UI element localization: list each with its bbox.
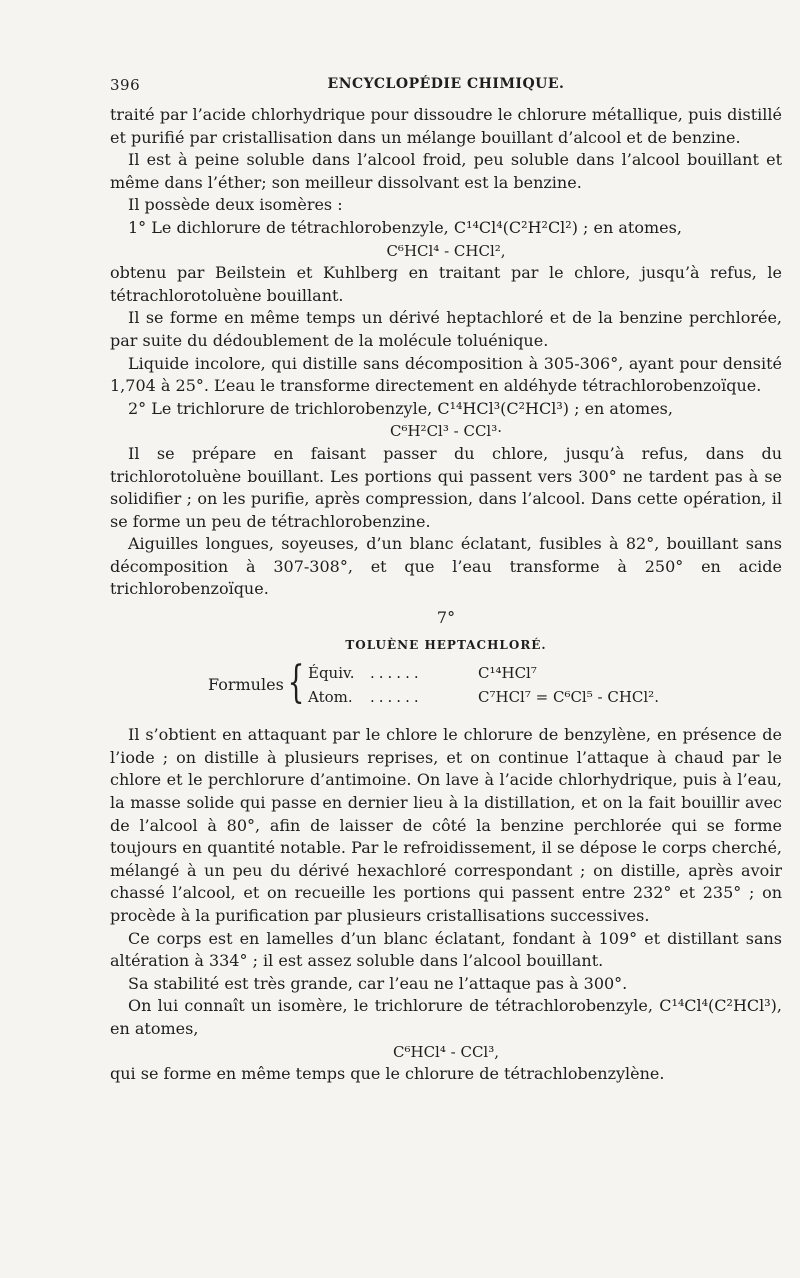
formula-row-value: C⁷HCl⁷ = C⁶Cl⁵ - CHCl². <box>478 688 659 707</box>
paragraph: Il possède deux isomères : <box>128 195 343 215</box>
formula-row-dots: ...... <box>370 688 423 707</box>
formula-line: C⁶H²Cl³ - CCl³· <box>389 422 502 441</box>
section-number: 7° <box>436 608 456 628</box>
paragraph: Aiguilles longues, soyeuses, d’un blanc éclatant, fusibles à 82°, bouillant sans décomposition à 307-308°, et que l’eau transforme à 250° en acide trichlorobenzoïque. <box>110 534 782 599</box>
paragraph: Liquide incolore, qui distille sans décomposition à 305-306°, ayant pour densité 1,704 à 25°. L’eau le transforme directement en aldéhyde tétrachlorobenzoïque. <box>110 353 782 396</box>
paragraph: Il est à peine soluble dans l’alcool froid, peu soluble dans l’alcool bouillant et même dans l’éther; son meilleur dissolvant est la benzine. <box>110 150 782 192</box>
paragraph: qui se forme en même temps que le chlorure de tétrachlobenzylène. <box>110 1064 665 1084</box>
paragraph: obtenu par Beilstein et Kuhlberg en traitant par le chlore, jusqu’à refus, le tétrachlorotoluène bouillant. <box>110 263 782 305</box>
running-title: ENCYCLOPÉDIE CHIMIQUE. <box>327 76 565 92</box>
formula-line: C⁶HCl⁴ - CCl³, <box>393 1042 499 1061</box>
formula-row-name: Atom. <box>308 688 353 707</box>
paragraph: On lui connaît un isomère, le trichlorure de tétrachlorobenzyle, C¹⁴Cl⁴(C²HCl³), en atomes, <box>110 996 782 1038</box>
formula-row-value: C¹⁴HCl⁷ <box>478 664 537 683</box>
paragraph: Il s’obtient en attaquant par le chlore le chlorure de benzylène, en présence de l’iode ; on distille à plusieurs reprises, et on continue l’attaque à chaud par le chlore et le perchlorure d’antimoine. On lave à l’acide chlorhydrique, puis à l’eau, la masse solide qui passe en dernier lieu à la distillation, et on la fait bouillir avec de l’alcool à 80°, afin de laisser de côté la benzine perchlorée qui se forme toujours en quantité notable. Par le refroidissement, il se dépose le corps cherché, mélangé à un peu du dérivé hexachloré correspondant ; on distille, après avoir chassé l’alcool, et on recueille les portions qui passent entre 232° et 235° ; on procède à la purification par plusieurs cristallisations successives. <box>110 725 782 925</box>
formula-row-name: Équiv. <box>308 664 355 683</box>
paragraph: Ce corps est en lamelles d’un blanc éclatant, fondant à 109° et distillant sans altération à 334° ; il est assez soluble dans l’alcool bouillant. <box>110 928 782 971</box>
paragraph: traité par l’acide chlorhydrique pour dissoudre le chlorure métallique, puis distillé et purifié par cristallisation dans un mélange bouillant d’alcool et de benzine. <box>110 105 782 147</box>
section-title: TOLUÈNE HEPTACHLORÉ. <box>345 637 547 652</box>
paragraph: Il se forme en même temps un dérivé heptachloré et de la benzine perchlorée, par suite du dédoublement de la molécule toluénique. <box>110 308 782 350</box>
paragraph: Il se prépare en faisant passer du chlore, jusqu’à refus, dans du trichlorotoluène bouillant. Les portions qui passent vers 300° ne tardent pas à se solidifier ; on les purifie, après compression, dans l’alcool. Dans cette opération, il se forme un peu de tétrachlorobenzine. <box>110 443 782 531</box>
page-header <box>110 76 782 100</box>
page-number: 396 <box>110 76 141 94</box>
paragraph: 1° Le dichlorure de tétrachlorobenzyle, C¹⁴Cl⁴(C²H²Cl²) ; en atomes, <box>128 217 682 237</box>
formula-line: C⁶HCl⁴ - CHCl², <box>386 241 506 260</box>
body-text <box>110 104 782 1086</box>
brace-glyph: { <box>287 657 305 709</box>
formula-label: Formules <box>208 675 284 695</box>
formula-row-dots: ...... <box>370 664 423 683</box>
formula-table <box>110 657 782 714</box>
paragraph: Sa stabilité est très grande, car l’eau ne l’attaque pas à 300°. <box>128 973 628 993</box>
paragraph: 2° Le trichlorure de trichlorobenzyle, C¹⁴HCl³(C²HCl³) ; en atomes, <box>128 398 673 418</box>
